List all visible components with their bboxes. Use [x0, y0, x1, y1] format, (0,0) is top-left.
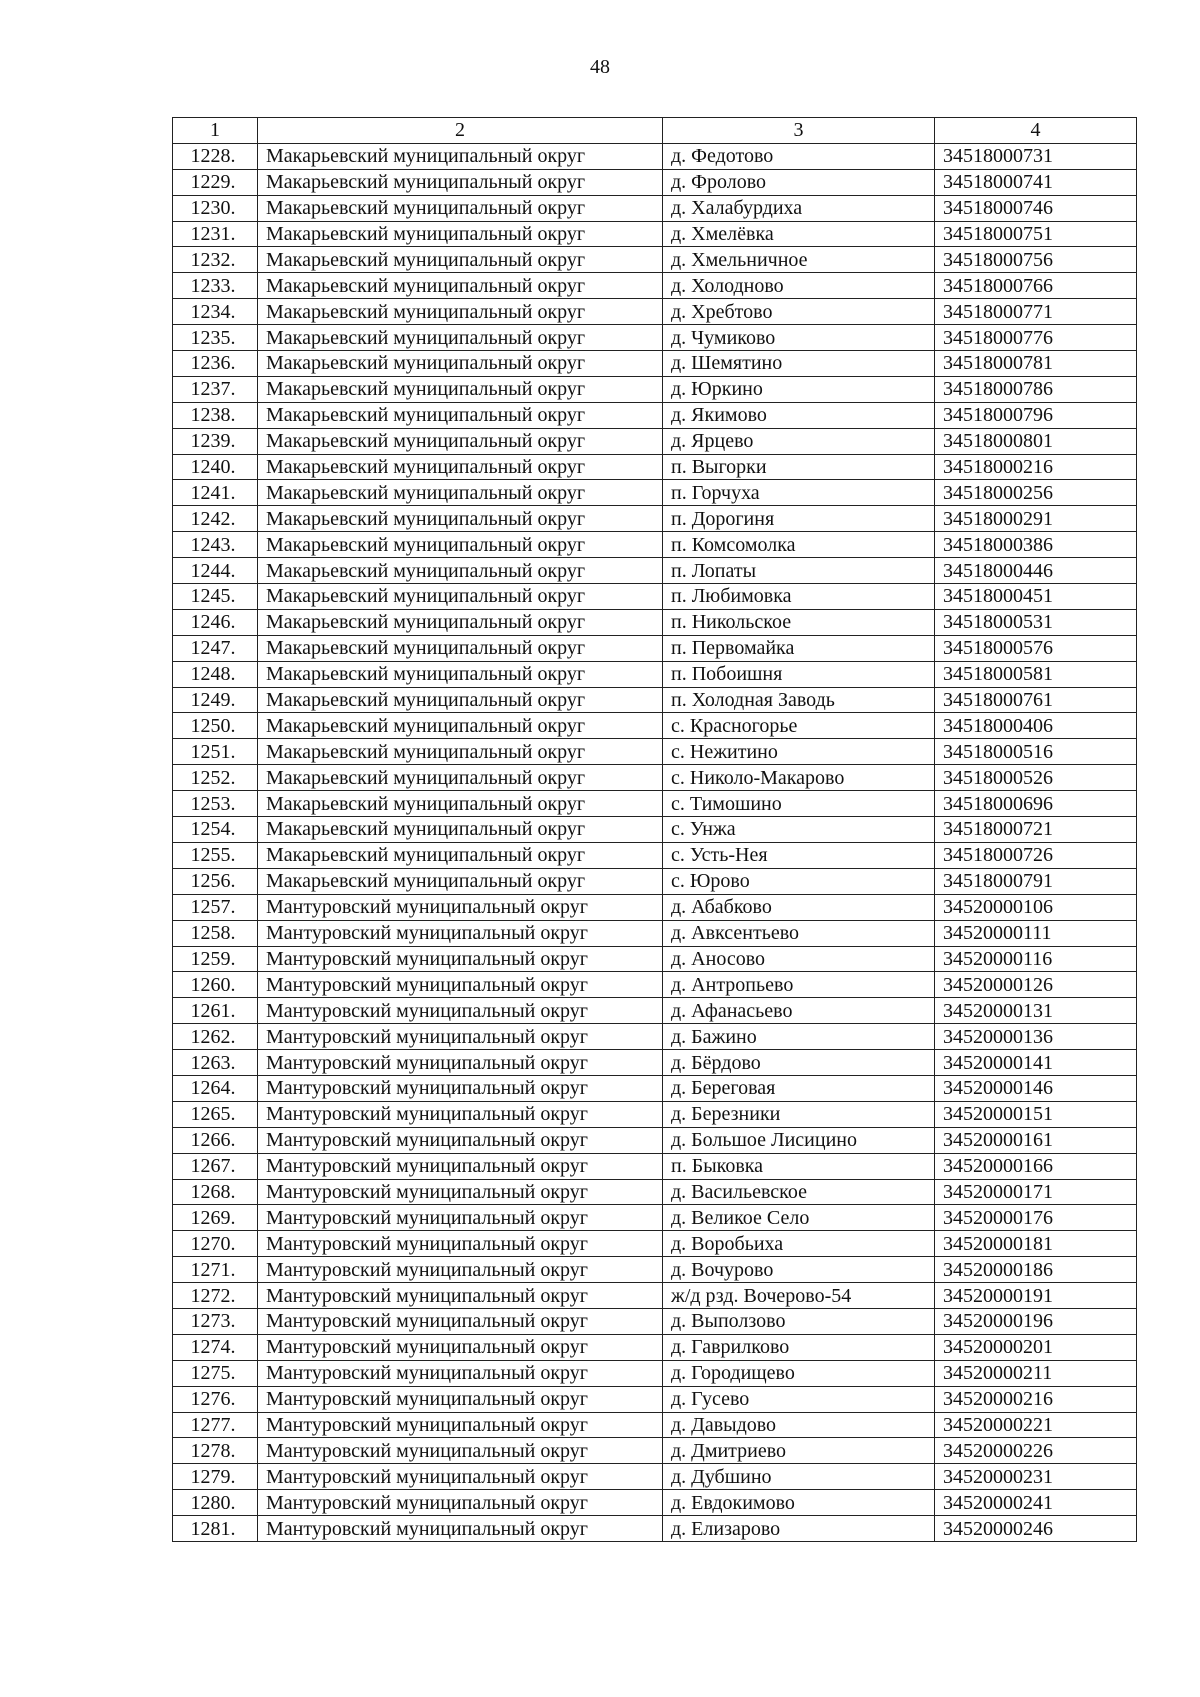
settlement-cell: д. Чумиково [663, 325, 935, 351]
district-cell: Мантуровский муниципальный округ [258, 1438, 663, 1464]
settlement-cell: д. Аносово [663, 946, 935, 972]
table-row [173, 1386, 1137, 1412]
settlement-cell: д. Дубшино [663, 1464, 935, 1490]
table-row [173, 428, 1137, 454]
table-row [173, 143, 1137, 169]
district-cell: Макарьевский муниципальный округ [258, 376, 663, 402]
district-cell: Макарьевский муниципальный округ [258, 609, 663, 635]
row-number-cell: 1261. [173, 998, 258, 1024]
code-cell: 34520000196 [935, 1308, 1137, 1334]
settlement-cell: д. Хмелёвка [663, 221, 935, 247]
table-row [173, 506, 1137, 532]
table-row [173, 480, 1137, 506]
code-cell: 34520000111 [935, 920, 1137, 946]
code-cell: 34520000106 [935, 894, 1137, 920]
row-number-cell: 1242. [173, 506, 258, 532]
row-number-cell: 1235. [173, 325, 258, 351]
table-row [173, 1075, 1137, 1101]
district-cell: Макарьевский муниципальный округ [258, 402, 663, 428]
code-cell: 34520000166 [935, 1153, 1137, 1179]
settlement-cell: д. Береговая [663, 1075, 935, 1101]
table-row [173, 635, 1137, 661]
table-row [173, 1283, 1137, 1309]
district-cell: Мантуровский муниципальный округ [258, 1024, 663, 1050]
table-row [173, 609, 1137, 635]
settlement-cell: д. Антропьево [663, 972, 935, 998]
code-cell: 34520000226 [935, 1438, 1137, 1464]
row-number-cell: 1268. [173, 1179, 258, 1205]
code-cell: 34518000531 [935, 609, 1137, 635]
row-number-cell: 1263. [173, 1050, 258, 1076]
table-row [173, 765, 1137, 791]
table-row [173, 273, 1137, 299]
row-number-cell: 1238. [173, 402, 258, 428]
district-cell: Макарьевский муниципальный округ [258, 661, 663, 687]
district-cell: Мантуровский муниципальный округ [258, 1179, 663, 1205]
settlement-cell: д. Фролово [663, 169, 935, 195]
table-row [173, 1050, 1137, 1076]
row-number-cell: 1266. [173, 1127, 258, 1153]
settlement-cell: п. Быковка [663, 1153, 935, 1179]
code-cell: 34520000191 [935, 1283, 1137, 1309]
table-row [173, 402, 1137, 428]
code-cell: 34518000696 [935, 791, 1137, 817]
settlement-cell: д. Гаврилково [663, 1334, 935, 1360]
row-number-cell: 1257. [173, 894, 258, 920]
table-row [173, 1205, 1137, 1231]
district-cell: Макарьевский муниципальный округ [258, 765, 663, 791]
table-row [173, 195, 1137, 221]
row-number-cell: 1260. [173, 972, 258, 998]
settlement-cell: п. Побоишня [663, 661, 935, 687]
row-number-cell: 1244. [173, 558, 258, 584]
row-number-cell: 1275. [173, 1360, 258, 1386]
district-cell: Макарьевский муниципальный округ [258, 480, 663, 506]
district-cell: Макарьевский муниципальный округ [258, 506, 663, 532]
table-row [173, 791, 1137, 817]
table-row [173, 351, 1137, 377]
settlement-cell: п. Любимовка [663, 584, 935, 610]
table-row [173, 868, 1137, 894]
row-number-cell: 1231. [173, 221, 258, 247]
code-cell: 34520000161 [935, 1127, 1137, 1153]
table-row [173, 998, 1137, 1024]
code-cell: 34520000116 [935, 946, 1137, 972]
district-cell: Мантуровский муниципальный округ [258, 1101, 663, 1127]
row-number-cell: 1273. [173, 1308, 258, 1334]
code-cell: 34518000721 [935, 817, 1137, 843]
district-cell: Макарьевский муниципальный округ [258, 221, 663, 247]
settlement-cell: д. Юркино [663, 376, 935, 402]
table-row [173, 1257, 1137, 1283]
code-cell: 34520000181 [935, 1231, 1137, 1257]
row-number-cell: 1280. [173, 1490, 258, 1516]
settlement-cell: п. Лопаты [663, 558, 935, 584]
row-number-cell: 1279. [173, 1464, 258, 1490]
district-cell: Мантуровский муниципальный округ [258, 972, 663, 998]
district-cell: Макарьевский муниципальный округ [258, 169, 663, 195]
settlement-cell: д. Гусево [663, 1386, 935, 1412]
row-number-cell: 1276. [173, 1386, 258, 1412]
table-row [173, 1334, 1137, 1360]
district-cell: Мантуровский муниципальный округ [258, 1205, 663, 1231]
settlement-cell: д. Березники [663, 1101, 935, 1127]
row-number-cell: 1281. [173, 1516, 258, 1542]
row-number-cell: 1228. [173, 143, 258, 169]
row-number-cell: 1259. [173, 946, 258, 972]
district-cell: Макарьевский муниципальный округ [258, 687, 663, 713]
district-cell: Мантуровский муниципальный округ [258, 946, 663, 972]
table-row [173, 842, 1137, 868]
district-cell: Мантуровский муниципальный округ [258, 1516, 663, 1542]
code-cell: 34518000406 [935, 713, 1137, 739]
district-cell: Мантуровский муниципальный округ [258, 1412, 663, 1438]
code-cell: 34518000786 [935, 376, 1137, 402]
code-cell: 34520000211 [935, 1360, 1137, 1386]
settlement-cell: д. Шемятино [663, 351, 935, 377]
code-cell: 34520000151 [935, 1101, 1137, 1127]
district-cell: Мантуровский муниципальный округ [258, 1231, 663, 1257]
code-cell: 34518000581 [935, 661, 1137, 687]
settlement-cell: с. Унжа [663, 817, 935, 843]
row-number-cell: 1255. [173, 842, 258, 868]
settlement-cell: д. Городищево [663, 1360, 935, 1386]
table-row [173, 687, 1137, 713]
table-body [173, 143, 1137, 1541]
table-row [173, 532, 1137, 558]
code-cell: 34518000741 [935, 169, 1137, 195]
settlement-cell: д. Давыдово [663, 1412, 935, 1438]
table-row [173, 661, 1137, 687]
district-cell: Мантуровский муниципальный округ [258, 1257, 663, 1283]
code-cell: 34518000761 [935, 687, 1137, 713]
settlement-cell: д. Воробьиха [663, 1231, 935, 1257]
settlement-cell: д. Васильевское [663, 1179, 935, 1205]
settlements-table [172, 117, 1137, 1542]
row-number-cell: 1251. [173, 739, 258, 765]
district-cell: Макарьевский муниципальный округ [258, 532, 663, 558]
row-number-cell: 1272. [173, 1283, 258, 1309]
table-header-row [173, 118, 1137, 144]
district-cell: Макарьевский муниципальный округ [258, 635, 663, 661]
row-number-cell: 1245. [173, 584, 258, 610]
table-row [173, 1360, 1137, 1386]
code-cell: 34520000186 [935, 1257, 1137, 1283]
row-number-cell: 1243. [173, 532, 258, 558]
code-cell: 34520000141 [935, 1050, 1137, 1076]
row-number-cell: 1265. [173, 1101, 258, 1127]
row-number-cell: 1248. [173, 661, 258, 687]
row-number-cell: 1234. [173, 299, 258, 325]
code-cell: 34518000801 [935, 428, 1137, 454]
table-row [173, 1231, 1137, 1257]
column-header-4: 4 [935, 118, 1137, 144]
table-row [173, 1516, 1137, 1542]
settlement-cell: с. Тимошино [663, 791, 935, 817]
row-number-cell: 1253. [173, 791, 258, 817]
row-number-cell: 1258. [173, 920, 258, 946]
settlement-cell: п. Никольское [663, 609, 935, 635]
code-cell: 34520000136 [935, 1024, 1137, 1050]
district-cell: Макарьевский муниципальный округ [258, 325, 663, 351]
table-row [173, 1438, 1137, 1464]
district-cell: Макарьевский муниципальный округ [258, 558, 663, 584]
district-cell: Мантуровский муниципальный округ [258, 894, 663, 920]
row-number-cell: 1247. [173, 635, 258, 661]
code-cell: 34518000216 [935, 454, 1137, 480]
row-number-cell: 1252. [173, 765, 258, 791]
page-number: 48 [590, 56, 610, 78]
district-cell: Макарьевский муниципальный округ [258, 868, 663, 894]
settlement-cell: д. Афанасьево [663, 998, 935, 1024]
code-cell: 34520000126 [935, 972, 1137, 998]
district-cell: Макарьевский муниципальный округ [258, 273, 663, 299]
district-cell: Макарьевский муниципальный округ [258, 584, 663, 610]
district-cell: Макарьевский муниципальный округ [258, 739, 663, 765]
code-cell: 34518000781 [935, 351, 1137, 377]
code-cell: 34518000751 [935, 221, 1137, 247]
code-cell: 34518000256 [935, 480, 1137, 506]
code-cell: 34520000216 [935, 1386, 1137, 1412]
district-cell: Мантуровский муниципальный округ [258, 1464, 663, 1490]
settlement-cell: п. Первомайка [663, 635, 935, 661]
code-cell: 34518000451 [935, 584, 1137, 610]
code-cell: 34518000776 [935, 325, 1137, 351]
code-cell: 34518000731 [935, 143, 1137, 169]
table-row [173, 1153, 1137, 1179]
code-cell: 34518000791 [935, 868, 1137, 894]
district-cell: Макарьевский муниципальный округ [258, 195, 663, 221]
settlement-cell: с. Николо-Макарово [663, 765, 935, 791]
row-number-cell: 1269. [173, 1205, 258, 1231]
table-row [173, 221, 1137, 247]
settlement-cell: ж/д рзд. Вочерово-54 [663, 1283, 935, 1309]
row-number-cell: 1256. [173, 868, 258, 894]
district-cell: Макарьевский муниципальный округ [258, 817, 663, 843]
district-cell: Мантуровский муниципальный округ [258, 1360, 663, 1386]
district-cell: Мантуровский муниципальный округ [258, 998, 663, 1024]
settlement-cell: д. Федотово [663, 143, 935, 169]
district-cell: Макарьевский муниципальный округ [258, 713, 663, 739]
row-number-cell: 1246. [173, 609, 258, 635]
code-cell: 34520000221 [935, 1412, 1137, 1438]
code-cell: 34518000386 [935, 532, 1137, 558]
row-number-cell: 1254. [173, 817, 258, 843]
settlement-cell: п. Комсомолка [663, 532, 935, 558]
settlement-cell: д. Елизарово [663, 1516, 935, 1542]
row-number-cell: 1233. [173, 273, 258, 299]
table-row [173, 739, 1137, 765]
settlement-cell: п. Дорогиня [663, 506, 935, 532]
district-cell: Мантуровский муниципальный округ [258, 1283, 663, 1309]
table-row [173, 325, 1137, 351]
table-row [173, 558, 1137, 584]
district-cell: Мантуровский муниципальный округ [258, 1127, 663, 1153]
settlement-cell: д. Бажино [663, 1024, 935, 1050]
code-cell: 34520000201 [935, 1334, 1137, 1360]
row-number-cell: 1277. [173, 1412, 258, 1438]
settlement-cell: д. Авксентьево [663, 920, 935, 946]
code-cell: 34520000176 [935, 1205, 1137, 1231]
code-cell: 34520000131 [935, 998, 1137, 1024]
district-cell: Мантуровский муниципальный округ [258, 1153, 663, 1179]
code-cell: 34518000516 [935, 739, 1137, 765]
row-number-cell: 1230. [173, 195, 258, 221]
code-cell: 34518000766 [935, 273, 1137, 299]
table-row [173, 894, 1137, 920]
row-number-cell: 1262. [173, 1024, 258, 1050]
district-cell: Мантуровский муниципальный округ [258, 1308, 663, 1334]
table-row [173, 169, 1137, 195]
row-number-cell: 1240. [173, 454, 258, 480]
district-cell: Мантуровский муниципальный округ [258, 1490, 663, 1516]
settlement-cell: с. Усть-Нея [663, 842, 935, 868]
settlement-cell: д. Ярцево [663, 428, 935, 454]
settlement-cell: д. Большое Лисицино [663, 1127, 935, 1153]
district-cell: Макарьевский муниципальный округ [258, 454, 663, 480]
code-cell: 34520000171 [935, 1179, 1137, 1205]
table-row [173, 584, 1137, 610]
row-number-cell: 1229. [173, 169, 258, 195]
settlement-cell: п. Холодная Заводь [663, 687, 935, 713]
row-number-cell: 1239. [173, 428, 258, 454]
table-row [173, 454, 1137, 480]
settlement-cell: д. Вочурово [663, 1257, 935, 1283]
code-cell: 34518000726 [935, 842, 1137, 868]
row-number-cell: 1264. [173, 1075, 258, 1101]
code-cell: 34518000576 [935, 635, 1137, 661]
settlement-cell: д. Евдокимово [663, 1490, 935, 1516]
code-cell: 34518000756 [935, 247, 1137, 273]
settlement-cell: д. Выползово [663, 1308, 935, 1334]
code-cell: 34518000771 [935, 299, 1137, 325]
row-number-cell: 1236. [173, 351, 258, 377]
code-cell: 34518000446 [935, 558, 1137, 584]
column-header-2: 2 [258, 118, 663, 144]
table-row [173, 1127, 1137, 1153]
settlement-cell: д. Холодново [663, 273, 935, 299]
district-cell: Мантуровский муниципальный округ [258, 1075, 663, 1101]
code-cell: 34520000241 [935, 1490, 1137, 1516]
district-cell: Макарьевский муниципальный округ [258, 791, 663, 817]
district-cell: Макарьевский муниципальный округ [258, 351, 663, 377]
district-cell: Макарьевский муниципальный округ [258, 428, 663, 454]
code-cell: 34518000291 [935, 506, 1137, 532]
table-row [173, 376, 1137, 402]
column-header-1: 1 [173, 118, 258, 144]
table-row [173, 1308, 1137, 1334]
district-cell: Мантуровский муниципальный округ [258, 920, 663, 946]
district-cell: Макарьевский муниципальный округ [258, 247, 663, 273]
table-row [173, 1101, 1137, 1127]
column-header-3: 3 [663, 118, 935, 144]
table-row [173, 972, 1137, 998]
code-cell: 34518000746 [935, 195, 1137, 221]
district-cell: Мантуровский муниципальный округ [258, 1050, 663, 1076]
settlement-cell: п. Горчуха [663, 480, 935, 506]
table-row [173, 946, 1137, 972]
table-row [173, 920, 1137, 946]
row-number-cell: 1250. [173, 713, 258, 739]
row-number-cell: 1237. [173, 376, 258, 402]
settlement-cell: д. Дмитриево [663, 1438, 935, 1464]
table-row [173, 1490, 1137, 1516]
settlement-cell: д. Хмельничное [663, 247, 935, 273]
table-row [173, 1464, 1137, 1490]
district-cell: Мантуровский муниципальный округ [258, 1386, 663, 1412]
table-row [173, 247, 1137, 273]
settlement-cell: п. Выгорки [663, 454, 935, 480]
table-row [173, 1179, 1137, 1205]
settlement-cell: д. Халабурдиха [663, 195, 935, 221]
table-row [173, 1024, 1137, 1050]
district-cell: Макарьевский муниципальный округ [258, 842, 663, 868]
district-cell: Макарьевский муниципальный округ [258, 299, 663, 325]
code-cell: 34518000526 [935, 765, 1137, 791]
settlement-cell: д. Хребтово [663, 299, 935, 325]
settlement-cell: с. Нежитино [663, 739, 935, 765]
settlement-cell: д. Якимово [663, 402, 935, 428]
table-row [173, 817, 1137, 843]
table-row [173, 1412, 1137, 1438]
district-cell: Макарьевский муниципальный округ [258, 143, 663, 169]
code-cell: 34520000246 [935, 1516, 1137, 1542]
settlement-cell: д. Бёрдово [663, 1050, 935, 1076]
settlement-cell: д. Великое Село [663, 1205, 935, 1231]
row-number-cell: 1278. [173, 1438, 258, 1464]
code-cell: 34520000231 [935, 1464, 1137, 1490]
row-number-cell: 1249. [173, 687, 258, 713]
settlement-cell: с. Юрово [663, 868, 935, 894]
row-number-cell: 1270. [173, 1231, 258, 1257]
row-number-cell: 1274. [173, 1334, 258, 1360]
table-row [173, 713, 1137, 739]
row-number-cell: 1232. [173, 247, 258, 273]
district-cell: Мантуровский муниципальный округ [258, 1334, 663, 1360]
settlement-cell: д. Абабково [663, 894, 935, 920]
table-row [173, 299, 1137, 325]
code-cell: 34520000146 [935, 1075, 1137, 1101]
code-cell: 34518000796 [935, 402, 1137, 428]
row-number-cell: 1267. [173, 1153, 258, 1179]
row-number-cell: 1241. [173, 480, 258, 506]
row-number-cell: 1271. [173, 1257, 258, 1283]
settlement-cell: с. Красногорье [663, 713, 935, 739]
